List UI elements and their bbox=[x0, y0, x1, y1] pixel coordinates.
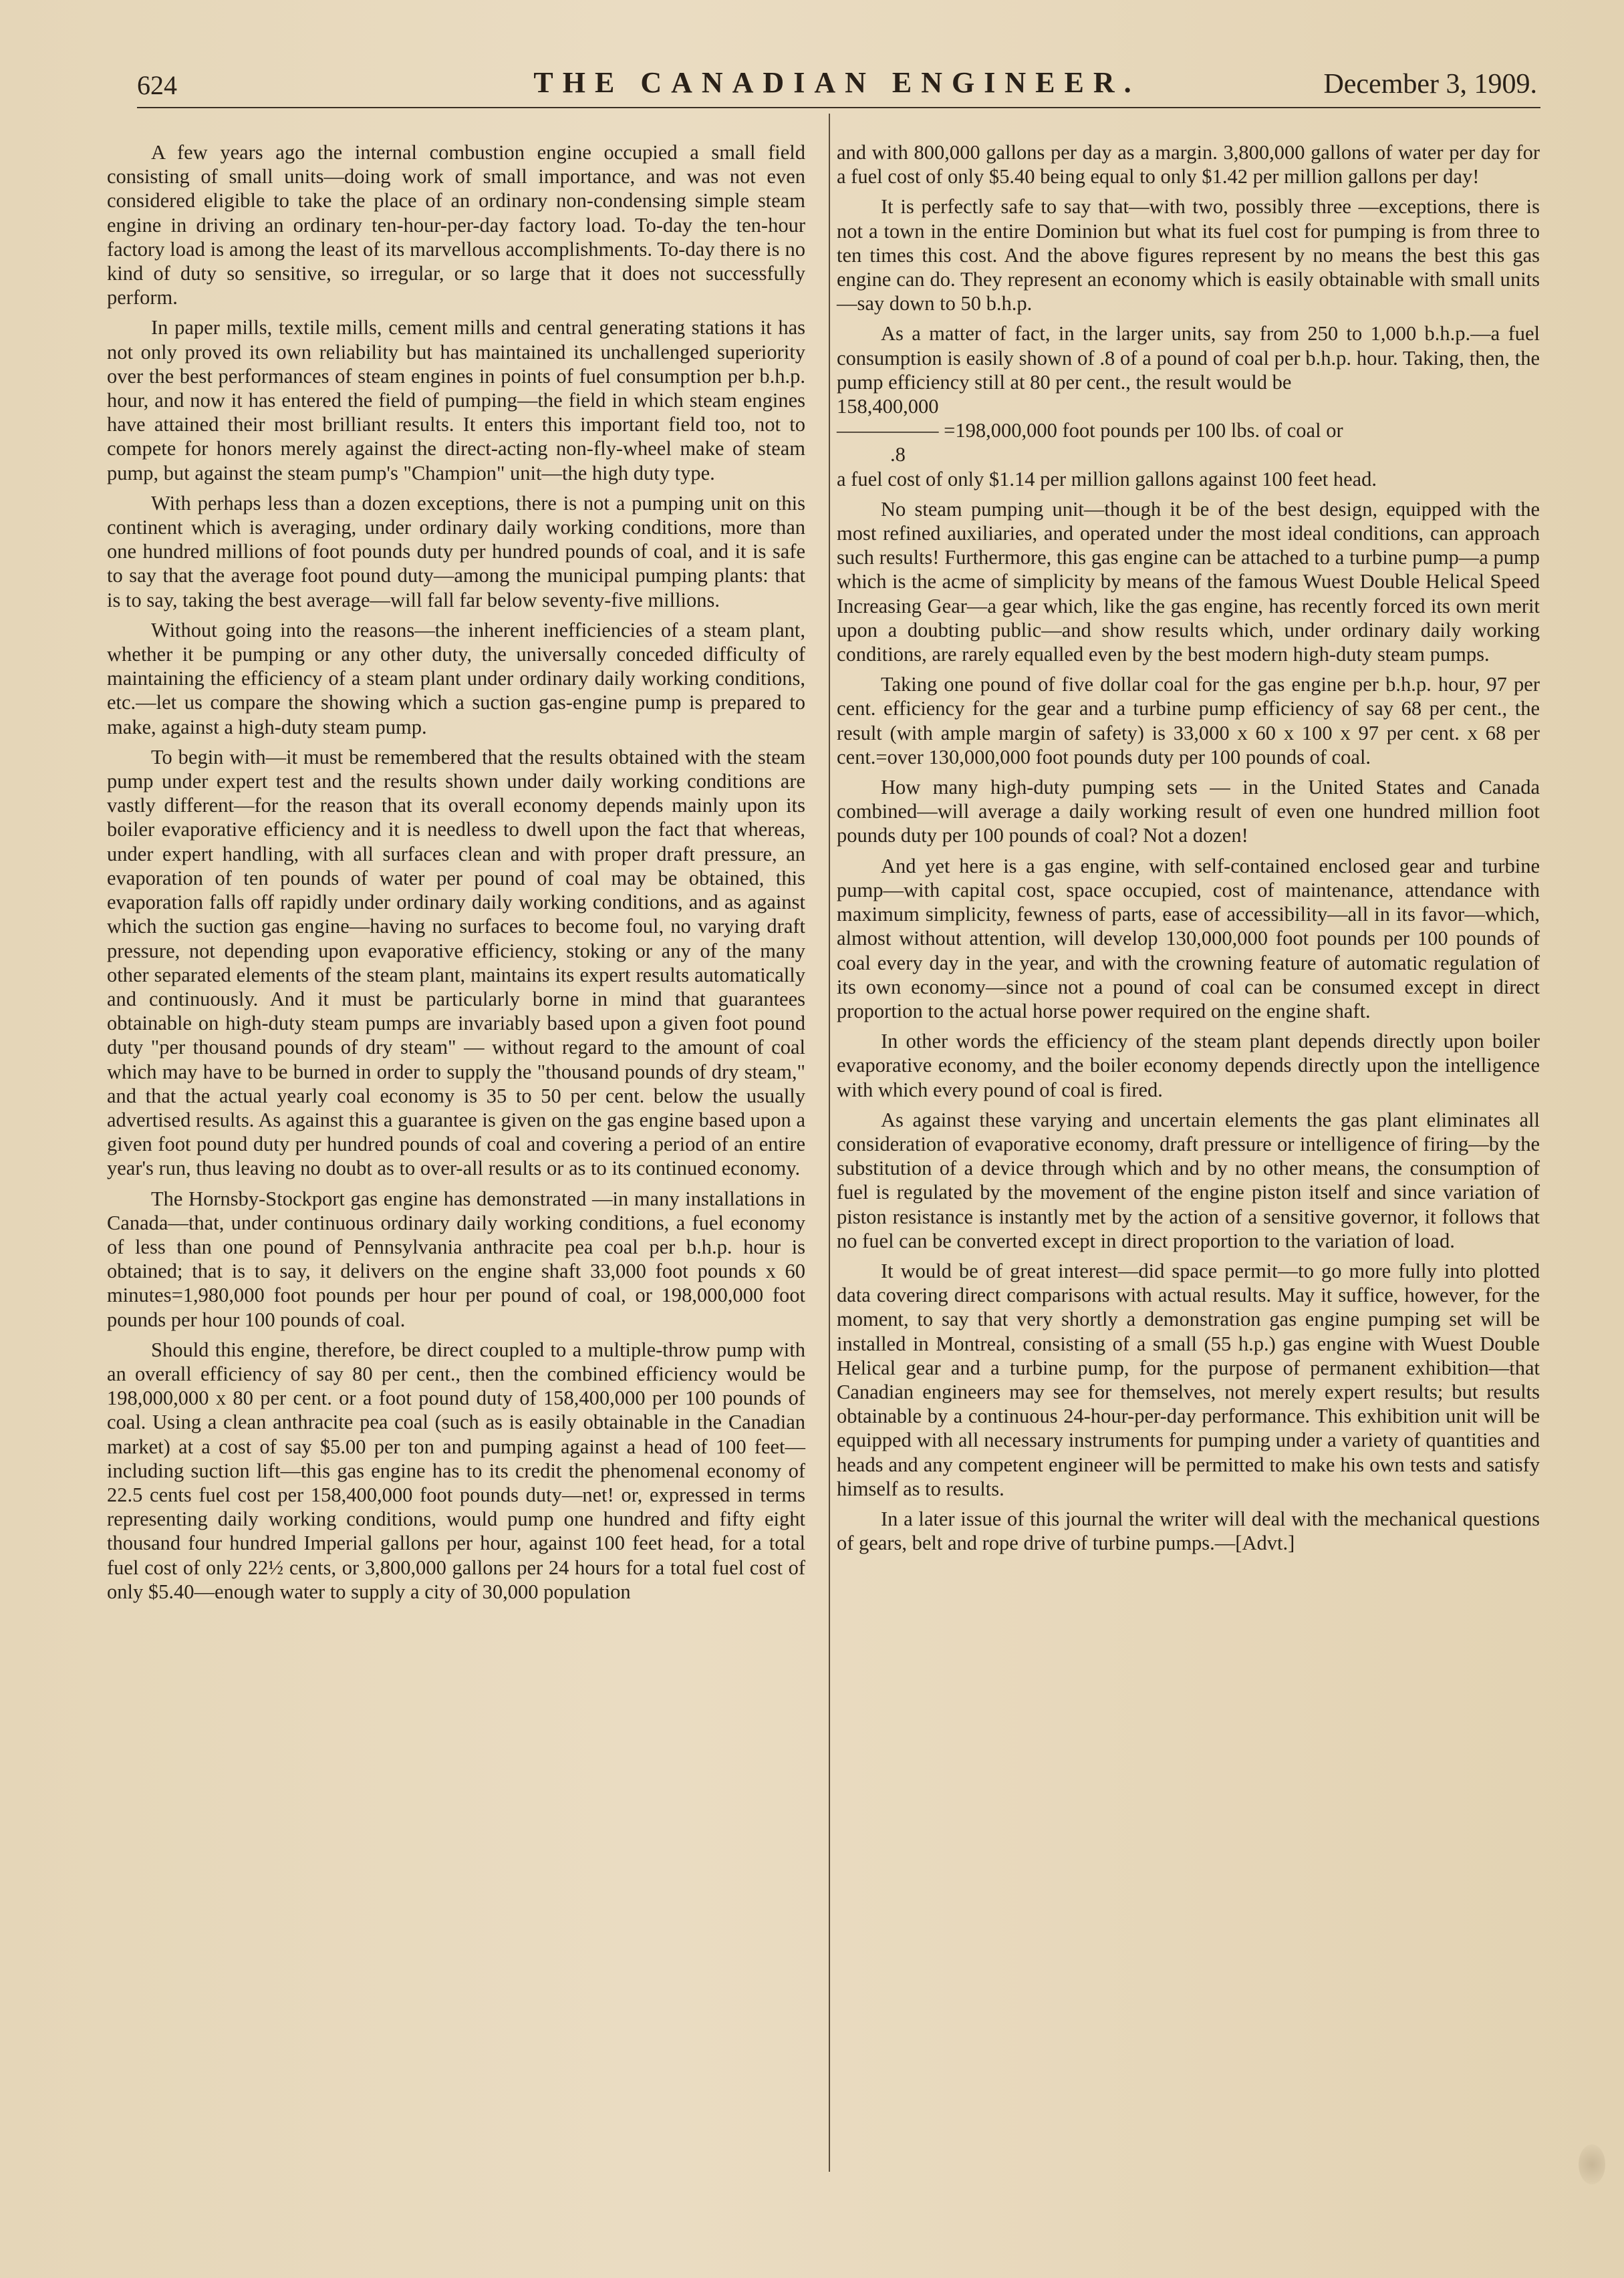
paper-stain bbox=[1579, 2144, 1605, 2184]
paragraph: Taking one pound of five dollar coal for the gas engine per b.h.p. hour, 97 per cent. efficiency for the gear and a turbine pump efficiency of say 68 per cent., the result (with ample margin of safety) is 33,000 x 60 x 100 x 97 per cent. x 68 per cent.=over 130,000,000 foot pounds duty per 100 pounds of coal. bbox=[837, 673, 1540, 768]
duty-formula bbox=[837, 394, 1540, 467]
paragraph: And yet here is a gas engine, with self-contained enclosed gear and turbine pump—with capital cost, space occupied, cost of maintenance, attendance with maximum simplicity, fewness of parts, ease of accessibility—all in its favor—which, almost without attention, will develop 130,000,000 foot pounds per 100 pounds of coal every day in the year, and with the crowning feature of automatic regulation of its own economy—since not a pound of coal can be consumed except in direct proportion to the actual horse power required on the engine shaft. bbox=[837, 854, 1540, 1022]
paragraph: As a matter of fact, in the larger units, say from 250 to 1,000 b.h.p.—a fuel consumption is easily shown of .8 of a pound of coal per b.h.p. hour. Taking, then, the pump efficiency still at 80 per cent., the result would be bbox=[837, 322, 1540, 394]
paragraph: Should this engine, therefore, be direct coupled to a multiple-throw pump with an overall efficiency of say 80 per cent., then the combined efficiency would be 198,000,000 x 80 per cent. or a foot pound duty of 158,400,000 per 100 pounds of coal. Using a clean anthracite pea coal (such as is easily obtainable in the Canadian market) at a cost of say $5.00 per ton and pumping against a head of 100 feet—including suction lift—this gas engine has to its credit the phenomenal economy of 22.5 cents fuel cost per 158,400,000 foot pounds duty—net! or, expressed in terms representing daily working conditions, would pump one hundred and fifty eight thousand four hundred Imperial gallons per hour, against 100 feet head, for a total fuel cost of only 22½ cents, or 3,800,000 gallons per 24 hours for a total fuel cost of only $5.40—enough water to supply a city of 30,000 population bbox=[107, 1338, 805, 1603]
paragraph: No steam pumping unit—though it be of the best design, equipped with the most refined auxiliaries, and operated under the most ideal conditions, can approach such results! Furthermore, this gas engine can be attached to a turbine pump—a pump which is the acme of simplicity by means of the famous Wuest Double Helical Speed Increasing Gear—a gear which, like the gas engine, has recently forced its own merit upon a doubting public—and show results which, under ordinary daily working conditions, are rarely equalled even by the best modern high-duty steam pumps. bbox=[837, 497, 1540, 666]
issue-date: December 3, 1909. bbox=[1323, 69, 1537, 100]
left-column bbox=[107, 140, 805, 1610]
formula-numerator: 158,400,000 bbox=[837, 395, 939, 418]
paragraph: A few years ago the internal combustion engine occupied a small field consisting of small units—doing work of small importance, and was not even considered eligible to take the place of an ordinary non-condensing simple steam engine in driving an ordinary ten-hour-per-day factory load. To-day the ten-hour factory load is among the least of its marvellous accomplishments. To-day there is no kind of duty so sensitive, so irregular, or so large that it does not successfully perform. bbox=[107, 141, 805, 309]
page-header bbox=[137, 65, 1537, 119]
paragraph: It would be of great interest—did space permit—to go more fully into plotted data covering direct comparisons with actual results. May it suffice, however, for the moment, to say that very shortly a demonstration gas engine pumping set will be installed in Montreal, consisting of a small (55 h.p.) gas engine with Wuest Double Helical gear and a turbine pump, for the purpose of permanent exhibition—that Canadian engineers may see for themselves, not merely expert results; but results obtainable by a continuous 24-hour-per-day performance. This exhibition unit will be equipped with all necessary instruments for pumping under a variety of quantities and heads and any competent engineer will be permitted to make his own tests and satisfy himself as to results. bbox=[837, 1259, 1540, 1500]
paragraph: Without going into the reasons—the inherent inefficiencies of a steam plant, whether it be pumping or any other duty, the universally conceded difficulty of maintaining the efficiency of a steam plant under ordinary daily working conditions, etc.—let us compare the showing which a suction gas-engine pump is prepared to make, against a high-duty steam pump. bbox=[107, 618, 805, 738]
formula-result: ————— =198,000,000 foot pounds per 100 lbs. of coal or bbox=[837, 419, 1343, 442]
header-rule bbox=[137, 107, 1540, 108]
paragraph: In other words the efficiency of the steam plant depends directly upon boiler evaporative economy, and the boiler economy depends directly upon the intelligence with which every pound of coal is fired. bbox=[837, 1030, 1540, 1101]
formula-denominator: .8 bbox=[890, 443, 906, 466]
paragraph: How many high-duty pumping sets — in the United States and Canada combined—will average a daily working result of even one hundred million foot pounds duty per 100 pounds of coal? Not a dozen! bbox=[837, 776, 1540, 847]
right-column bbox=[837, 140, 1540, 1561]
paragraph: With perhaps less than a dozen exceptions, there is not a pumping unit on this continent which is averaging, under ordinary daily working conditions, more than one hundred millions of foot pounds duty per hundred pounds of coal, and it is safe to say that the average foot pound duty—among the municipal pumping plants: that is to say, taking the best average—will fall far below seventy-five millions. bbox=[107, 491, 805, 611]
paragraph: As against these varying and uncertain elements the gas plant eliminates all consideration of evaporative economy, draft pressure or intelligence of firing—by the substitution of a device through which and by no other means, the consumption of fuel is regulated by the movement of the engine piston itself and since variation of piston resistance is instantly met by the action of a sensitive governor, it follows that no fuel can be converted except in direct proportion to the variation of load. bbox=[837, 1108, 1540, 1252]
continuation-paragraph: and with 800,000 gallons per day as a margin. 3,800,000 gallons of water per day for a fuel cost of only $5.40 being equal to only $1.42 per million gallons per day! bbox=[837, 141, 1540, 188]
paragraph: In paper mills, textile mills, cement mills and central generating stations it has not only proved its own reliability but has maintained its unchallenged superiority over the best performances of steam engines in points of fuel consumption per b.h.p. hour, and now it has entered the field of pumping—the field in which steam engines have attained their most brilliant results. It enters this important field too, not to compete for honors merely against the direct-acting non-fly-wheel make of steam pump, but against the steam pump's "Champion" unit—the high duty type. bbox=[107, 316, 805, 484]
page-number: 624 bbox=[137, 70, 177, 100]
journal-title: THE CANADIAN ENGINEER. bbox=[533, 66, 1141, 99]
paragraph: The Hornsby-Stockport gas engine has demonstrated —in many installations in Canada—that, under continuous ordinary daily working conditions, a fuel economy of less than one pound of Pennsylvania anthracite pea coal per b.h.p. hour is obtained; that is to say, it delivers on the engine shaft 33,000 foot pounds x 60 minutes=1,980,000 foot pounds per hour per pound of coal, or 198,000,000 foot pounds per hour 100 pounds of coal. bbox=[107, 1187, 805, 1331]
paragraph: In a later issue of this journal the writer will deal with the mechanical questions of gears, belt and rope drive of turbine pumps.—[Advt.] bbox=[837, 1507, 1540, 1555]
paragraph: To begin with—it must be remembered that the results obtained with the steam pump under expert test and the results shown under daily working conditions are vastly different—for the reason that its overall economy depends mainly upon its boiler evaporative efficiency and it is needless to dwell upon the fact that whereas, under expert handling, with all surfaces clean and with proper draft pressure, an evaporation of ten pounds of water per pound of coal may be obtained, this evaporation falls off rapidly under ordinary daily working conditions, and as against which the suction gas engine—having no surfaces to become foul, no varying draft pressure, not depending upon evaporative efficiency, stoking or any of the many other separated elements of the steam plant, maintains its expert results automatically and continuously. And it must be particularly borne in mind that guarantees obtainable on high-duty steam pumps are invariably based upon a given foot pound duty "per thousand pounds of dry steam" — without regard to the amount of coal which may have to be burned in order to supply the "thousand pounds of dry steam," and that the actual yearly coal economy is 35 to 50 per cent. below the usually advertised results. As against this a guarantee is given on the gas engine based upon a given foot pound duty per hundred pounds of coal and covering a period of an entire year's run, thus leaving no doubt as to over-all results or as to its continued economy. bbox=[107, 745, 805, 1180]
paragraph: a fuel cost of only $1.14 per million gallons against 100 feet head. bbox=[837, 467, 1377, 490]
column-divider bbox=[829, 114, 830, 2172]
paragraph: It is perfectly safe to say that—with two, possibly three —exceptions, there is not a town in the entire Dominion but what its fuel cost for pumping is from three to ten times this cost. And the above figures represent by no means the best this gas engine can do. They represent an economy which is easily obtainable with small units—say down to 50 b.h.p. bbox=[837, 195, 1540, 315]
